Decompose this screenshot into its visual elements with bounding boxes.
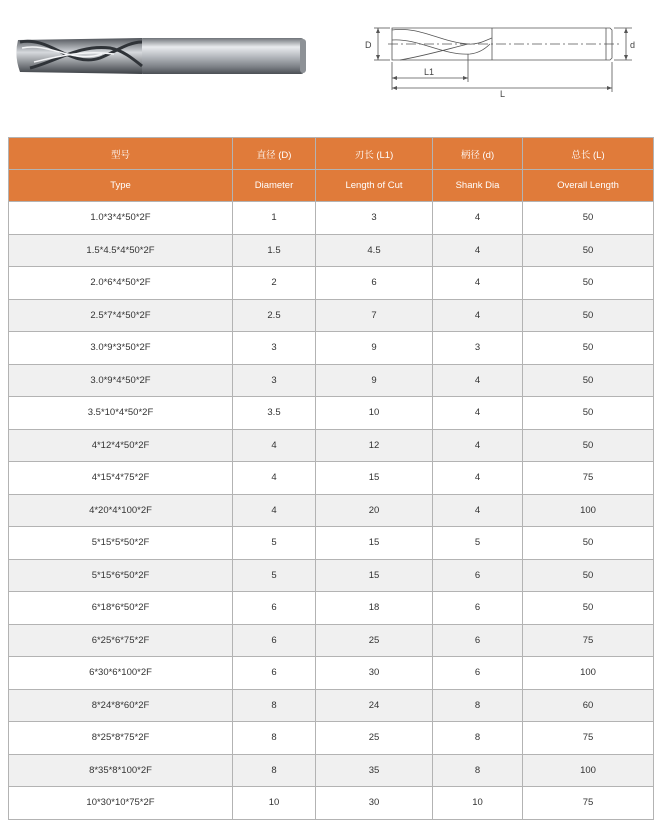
length-of-cut-cell: 7 [316, 299, 433, 332]
diameter-cell: 3.5 [233, 397, 316, 430]
overall-length-cell: 75 [523, 787, 654, 820]
header-cn-length-of-cut: 刃长 (L1) [316, 138, 433, 170]
diameter-cell: 3 [233, 332, 316, 365]
length-of-cut-cell: 10 [316, 397, 433, 430]
shank-dia-cell: 4 [433, 234, 523, 267]
length-of-cut-cell: 12 [316, 429, 433, 462]
header-cn-diameter: 直径 (D) [233, 138, 316, 170]
table-row [9, 397, 654, 430]
diameter-cell: 8 [233, 722, 316, 755]
overall-length-cell: 50 [523, 267, 654, 300]
diameter-cell: 3 [233, 364, 316, 397]
overall-length-cell: 100 [523, 494, 654, 527]
length-of-cut-cell: 35 [316, 754, 433, 787]
dimension-drawing [360, 20, 645, 98]
type-cell: 4*15*4*75*2F [9, 462, 233, 495]
type-cell: 2.0*6*4*50*2F [9, 267, 233, 300]
shank-dia-cell: 4 [433, 364, 523, 397]
overall-length-cell: 50 [523, 332, 654, 365]
type-cell: 4*20*4*100*2F [9, 494, 233, 527]
table-row [9, 462, 654, 495]
type-cell: 8*25*8*75*2F [9, 722, 233, 755]
diameter-cell: 4 [233, 494, 316, 527]
shank-dia-cell: 4 [433, 462, 523, 495]
overall-length-cell: 60 [523, 689, 654, 722]
length-of-cut-cell: 25 [316, 624, 433, 657]
shank-dia-cell: 4 [433, 202, 523, 235]
table-row [9, 722, 654, 755]
table-row [9, 754, 654, 787]
length-of-cut-cell: 25 [316, 722, 433, 755]
type-cell: 6*30*6*100*2F [9, 657, 233, 690]
table-row [9, 429, 654, 462]
table-row [9, 592, 654, 625]
shank-dia-cell: 8 [433, 722, 523, 755]
header-en-length-of-cut: Length of Cut [316, 170, 433, 202]
diameter-cell: 6 [233, 624, 316, 657]
length-of-cut-cell: 6 [316, 267, 433, 300]
table-body [9, 202, 654, 820]
diameter-cell: 1 [233, 202, 316, 235]
type-cell: 3.0*9*4*50*2F [9, 364, 233, 397]
header-cn-type: 型号 [9, 138, 233, 170]
overall-length-cell: 50 [523, 202, 654, 235]
header-en-shank-dia: Shank Dia [433, 170, 523, 202]
header-row-en [9, 170, 654, 202]
table-row [9, 267, 654, 300]
length-of-cut-cell: 15 [316, 559, 433, 592]
overall-length-cell: 50 [523, 592, 654, 625]
label-l: L [500, 89, 506, 98]
label-l1: L1 [424, 67, 435, 77]
type-cell: 5*15*5*50*2F [9, 527, 233, 560]
type-cell: 3.5*10*4*50*2F [9, 397, 233, 430]
table-row [9, 559, 654, 592]
table-row [9, 657, 654, 690]
length-of-cut-cell: 9 [316, 364, 433, 397]
shank-dia-cell: 3 [433, 332, 523, 365]
table-row [9, 494, 654, 527]
table-row [9, 689, 654, 722]
length-of-cut-cell: 30 [316, 787, 433, 820]
shank-dia-cell: 6 [433, 592, 523, 625]
header-en-overall-length: Overall Length [523, 170, 654, 202]
overall-length-cell: 100 [523, 657, 654, 690]
shank-dia-cell: 6 [433, 559, 523, 592]
type-cell: 3.0*9*3*50*2F [9, 332, 233, 365]
type-cell: 2.5*7*4*50*2F [9, 299, 233, 332]
diameter-cell: 5 [233, 527, 316, 560]
overall-length-cell: 50 [523, 527, 654, 560]
type-cell: 1.5*4.5*4*50*2F [9, 234, 233, 267]
shank-dia-cell: 6 [433, 624, 523, 657]
overall-length-cell: 100 [523, 754, 654, 787]
length-of-cut-cell: 4.5 [316, 234, 433, 267]
table-row [9, 202, 654, 235]
shank-dia-cell: 8 [433, 754, 523, 787]
diameter-cell: 1.5 [233, 234, 316, 267]
overall-length-cell: 50 [523, 559, 654, 592]
overall-length-cell: 50 [523, 299, 654, 332]
overall-length-cell: 75 [523, 722, 654, 755]
header-cn-overall-length: 总长 (L) [523, 138, 654, 170]
length-of-cut-cell: 24 [316, 689, 433, 722]
shank-dia-cell: 6 [433, 657, 523, 690]
length-of-cut-cell: 3 [316, 202, 433, 235]
shank-dia-cell: 4 [433, 494, 523, 527]
shank-dia-cell: 4 [433, 267, 523, 300]
diameter-cell: 6 [233, 592, 316, 625]
header-en-diameter: Diameter [233, 170, 316, 202]
type-cell: 6*18*6*50*2F [9, 592, 233, 625]
diameter-cell: 6 [233, 657, 316, 690]
type-cell: 8*35*8*100*2F [9, 754, 233, 787]
label-d-lower: d [630, 40, 636, 50]
table-row [9, 364, 654, 397]
diameter-cell: 4 [233, 429, 316, 462]
table-row [9, 299, 654, 332]
diameter-cell: 8 [233, 689, 316, 722]
length-of-cut-cell: 30 [316, 657, 433, 690]
table-header [9, 138, 654, 202]
overall-length-cell: 50 [523, 234, 654, 267]
type-cell: 4*12*4*50*2F [9, 429, 233, 462]
shank-dia-cell: 4 [433, 299, 523, 332]
length-of-cut-cell: 15 [316, 462, 433, 495]
shank-dia-cell: 4 [433, 397, 523, 430]
table-row [9, 624, 654, 657]
diameter-cell: 5 [233, 559, 316, 592]
shank-dia-cell: 8 [433, 689, 523, 722]
overall-length-cell: 50 [523, 429, 654, 462]
table-row [9, 332, 654, 365]
type-cell: 10*30*10*75*2F [9, 787, 233, 820]
type-cell: 1.0*3*4*50*2F [9, 202, 233, 235]
type-cell: 6*25*6*75*2F [9, 624, 233, 657]
length-of-cut-cell: 18 [316, 592, 433, 625]
label-d-upper: D [365, 40, 372, 50]
diameter-cell: 2.5 [233, 299, 316, 332]
header-cn-shank-dia: 柄径 (d) [433, 138, 523, 170]
type-cell: 5*15*6*50*2F [9, 559, 233, 592]
diameter-cell: 4 [233, 462, 316, 495]
overall-length-cell: 75 [523, 624, 654, 657]
length-of-cut-cell: 15 [316, 527, 433, 560]
table-row [9, 234, 654, 267]
overall-length-cell: 50 [523, 397, 654, 430]
diameter-cell: 10 [233, 787, 316, 820]
header-en-type: Type [9, 170, 233, 202]
shank-dia-cell: 10 [433, 787, 523, 820]
shank-dia-cell: 5 [433, 527, 523, 560]
spec-table [8, 137, 654, 820]
overall-length-cell: 75 [523, 462, 654, 495]
type-cell: 8*24*8*60*2F [9, 689, 233, 722]
overall-length-cell: 50 [523, 364, 654, 397]
length-of-cut-cell: 9 [316, 332, 433, 365]
end-mill-photo [10, 28, 310, 84]
length-of-cut-cell: 20 [316, 494, 433, 527]
table-row [9, 787, 654, 820]
diameter-cell: 2 [233, 267, 316, 300]
header-row-cn [9, 138, 654, 170]
shank-dia-cell: 4 [433, 429, 523, 462]
table-row [9, 527, 654, 560]
diameter-cell: 8 [233, 754, 316, 787]
